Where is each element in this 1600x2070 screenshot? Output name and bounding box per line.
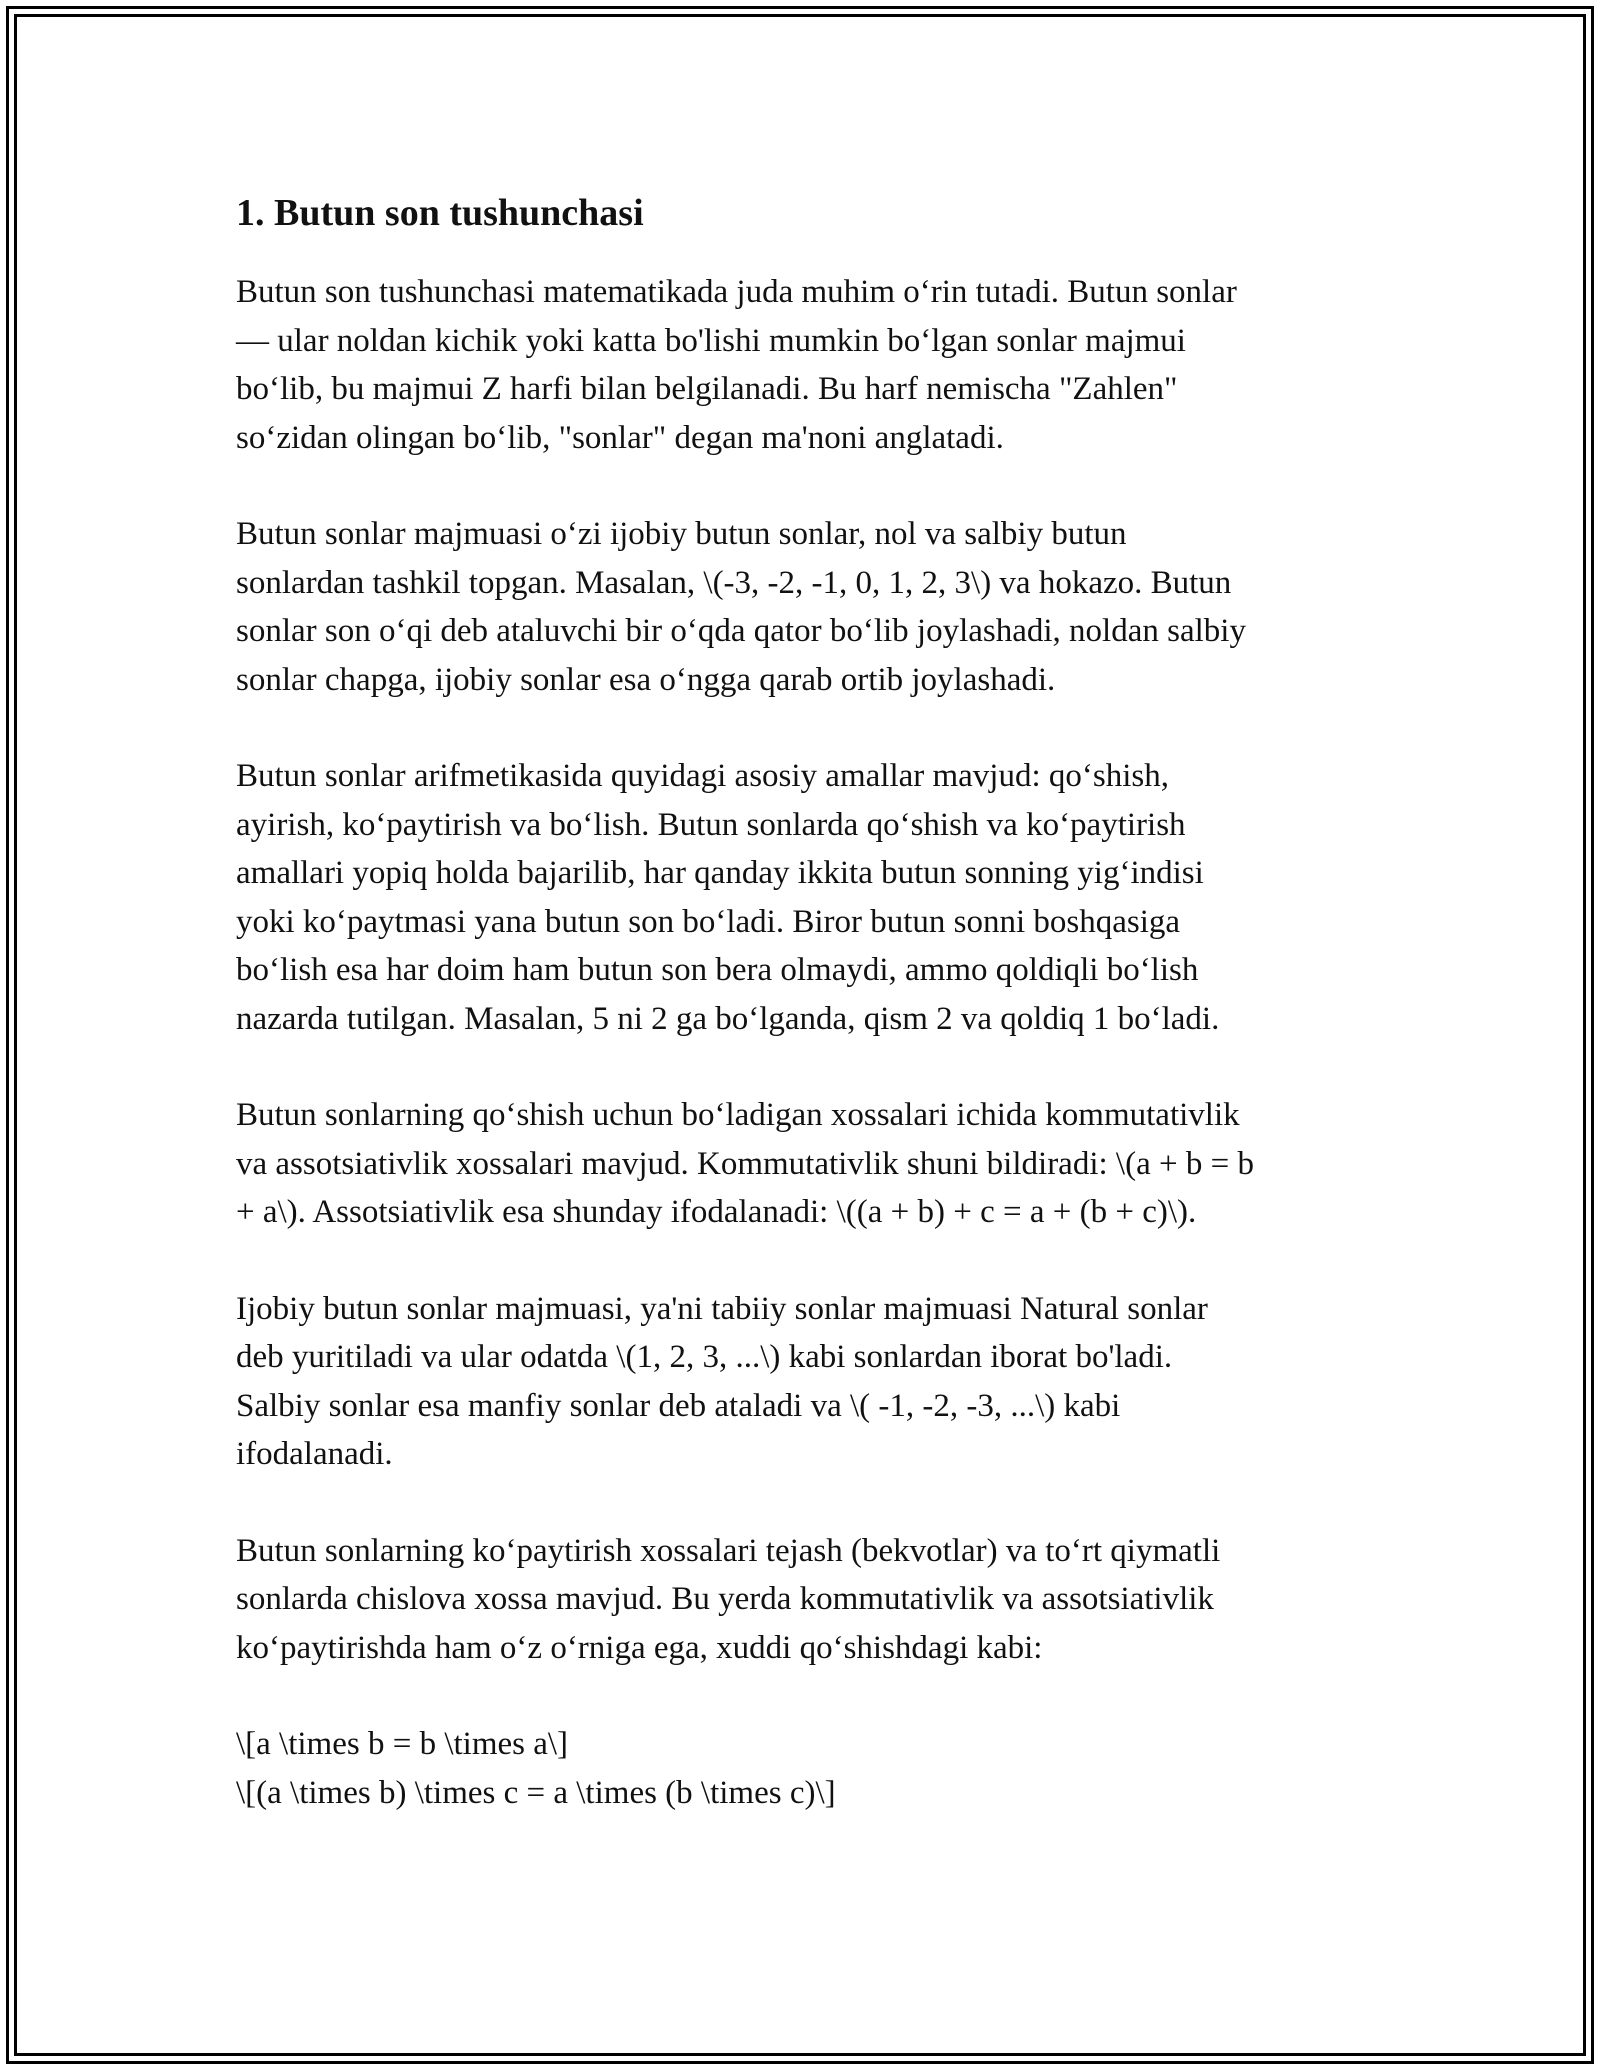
paragraph-integer-definition: Butun son tushunchasi matematikada juda muhim o‘rin tutadi. Butun sonlar — ular noldan kichik yoki katta bo'lishi mumkin bo‘lgan sonlar majmui bo‘lib, bu majmui Z harfi bilan belgilanadi. Bu harf nemischa "Zahlen" so‘zidan olingan bo‘lib, "sonlar" degan ma'noni anglatadi. — [236, 274, 1237, 456]
section-title: 1. Butun son tushunchasi — [236, 192, 644, 234]
document-body — [236, 188, 1376, 1817]
paragraph-natural-numbers: Ijobiy butun sonlar majmuasi, ya'ni tabiiy sonlar majmuasi Natural sonlar deb yuritiladi va ular odatda \(1, 2, 3, ...\) kabi sonlardan iborat bo'ladi. Salbiy sonlar esa manfiy sonlar deb ataladi va \( -1, -2, -3, ...\) kabi ifodalanadi. — [236, 1290, 1208, 1472]
formula-associativity: \[(a \times b) \times c = a \times (b \times c)\] — [236, 1774, 836, 1811]
formula-commutativity: \[a \times b = b \times a\] — [236, 1726, 569, 1762]
paragraph-multiplication-properties: Butun sonlarning ko‘paytirish xossalari tejash (bekvotlar) va to‘rt qiymatli sonlarda chislova xossa mavjud. Bu yerda kommutativlik va assotsiativlik ko‘paytirishda ham o‘z o‘rniga ega, xuddi qo‘shishdagi kabi: — [236, 1532, 1221, 1666]
paragraph-arithmetic-operations: Butun sonlar arifmetikasida quyidagi asosiy amallar mavjud: qo‘shish, ayirish, ko‘paytirish va bo‘lish. Butun sonlarda qo‘shish va ko‘paytirish amallari yopiq holda bajarilib, har qanday ikkita butun sonning yig‘indisi yoki ko‘paytmasi yana butun son bo‘ladi. Biror butun sonni boshqasiga bo‘lish esa har doim ham butun son bera olmaydi, ammo qoldiqli bo‘lish nazarda tutilgan. Masalan, 5 ni 2 ga bo‘lganda, qism 2 va qoldiq 1 bo‘ladi. — [236, 758, 1220, 1037]
paragraph-addition-properties: Butun sonlarning qo‘shish uchun bo‘ladigan xossalari ichida kommutativlik va assotsiativlik xossalari mavjud. Kommutativlik shuni bildiradi: \(a + b = b + a\). Assotsiativlik esa shunday ifodalanadi: \((a + b) + c = a + (b + c)\). — [236, 1097, 1254, 1230]
paragraph-integer-set: Butun sonlar majmuasi o‘zi ijobiy butun sonlar, nol va salbiy butun sonlardan tashkil topgan. Masalan, \(-3, -2, -1, 0, 1, 2, 3\) va hokazo. Butun sonlar son o‘qi deb ataluvchi bir o‘qda qator bo‘lib joylashadi, noldan salbiy sonlar chapga, ijobiy sonlar esa o‘ngga qarab ortib joylashadi. — [236, 516, 1246, 698]
